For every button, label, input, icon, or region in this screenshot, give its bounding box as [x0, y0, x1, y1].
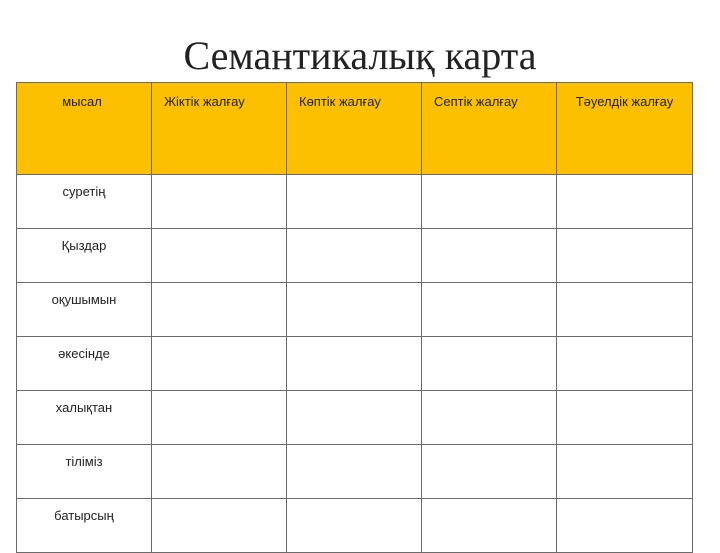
word-cell: суретің	[17, 175, 152, 229]
header-cell-example: мысал	[17, 83, 152, 175]
page-title: Семантикалық карта	[183, 33, 537, 78]
answer-cell[interactable]	[152, 229, 287, 283]
header-cell-case-ending: Септік жалғау	[422, 83, 557, 175]
answer-cell[interactable]	[422, 175, 557, 229]
table-row	[17, 229, 693, 283]
answer-cell[interactable]	[422, 391, 557, 445]
semantic-map-table	[16, 82, 693, 553]
answer-cell[interactable]	[422, 283, 557, 337]
table-row	[17, 175, 693, 229]
word-cell: тіліміз	[17, 445, 152, 499]
answer-cell[interactable]	[557, 175, 693, 229]
answer-cell[interactable]	[287, 499, 422, 553]
answer-cell[interactable]	[422, 499, 557, 553]
header-cell-plural-ending: Көптік жалғау	[287, 83, 422, 175]
header-cell-possessive-ending: Тәуелдік жалғау	[557, 83, 693, 175]
table-row	[17, 445, 693, 499]
table-row	[17, 283, 693, 337]
header-row	[17, 83, 693, 175]
answer-cell[interactable]	[152, 499, 287, 553]
table-row	[17, 499, 693, 553]
answer-cell[interactable]	[152, 445, 287, 499]
table-row	[17, 391, 693, 445]
word-cell: халықтан	[17, 391, 152, 445]
table-row	[17, 337, 693, 391]
answer-cell[interactable]	[287, 283, 422, 337]
answer-cell[interactable]	[152, 337, 287, 391]
answer-cell[interactable]	[557, 499, 693, 553]
answer-cell[interactable]	[287, 175, 422, 229]
answer-cell[interactable]	[152, 175, 287, 229]
answer-cell[interactable]	[287, 445, 422, 499]
answer-cell[interactable]	[557, 337, 693, 391]
answer-cell[interactable]	[422, 445, 557, 499]
answer-cell[interactable]	[422, 337, 557, 391]
word-cell: Қыздар	[17, 229, 152, 283]
answer-cell[interactable]	[557, 229, 693, 283]
answer-cell[interactable]	[152, 283, 287, 337]
answer-cell[interactable]	[557, 283, 693, 337]
answer-cell[interactable]	[557, 445, 693, 499]
answer-cell[interactable]	[287, 391, 422, 445]
word-cell: оқушымын	[17, 283, 152, 337]
word-cell: әкесінде	[17, 337, 152, 391]
header-cell-personal-ending: Жіктік жалғау	[152, 83, 287, 175]
answer-cell[interactable]	[287, 337, 422, 391]
answer-cell[interactable]	[152, 391, 287, 445]
word-cell: батырсың	[17, 499, 152, 553]
answer-cell[interactable]	[287, 229, 422, 283]
answer-cell[interactable]	[422, 229, 557, 283]
answer-cell[interactable]	[557, 391, 693, 445]
